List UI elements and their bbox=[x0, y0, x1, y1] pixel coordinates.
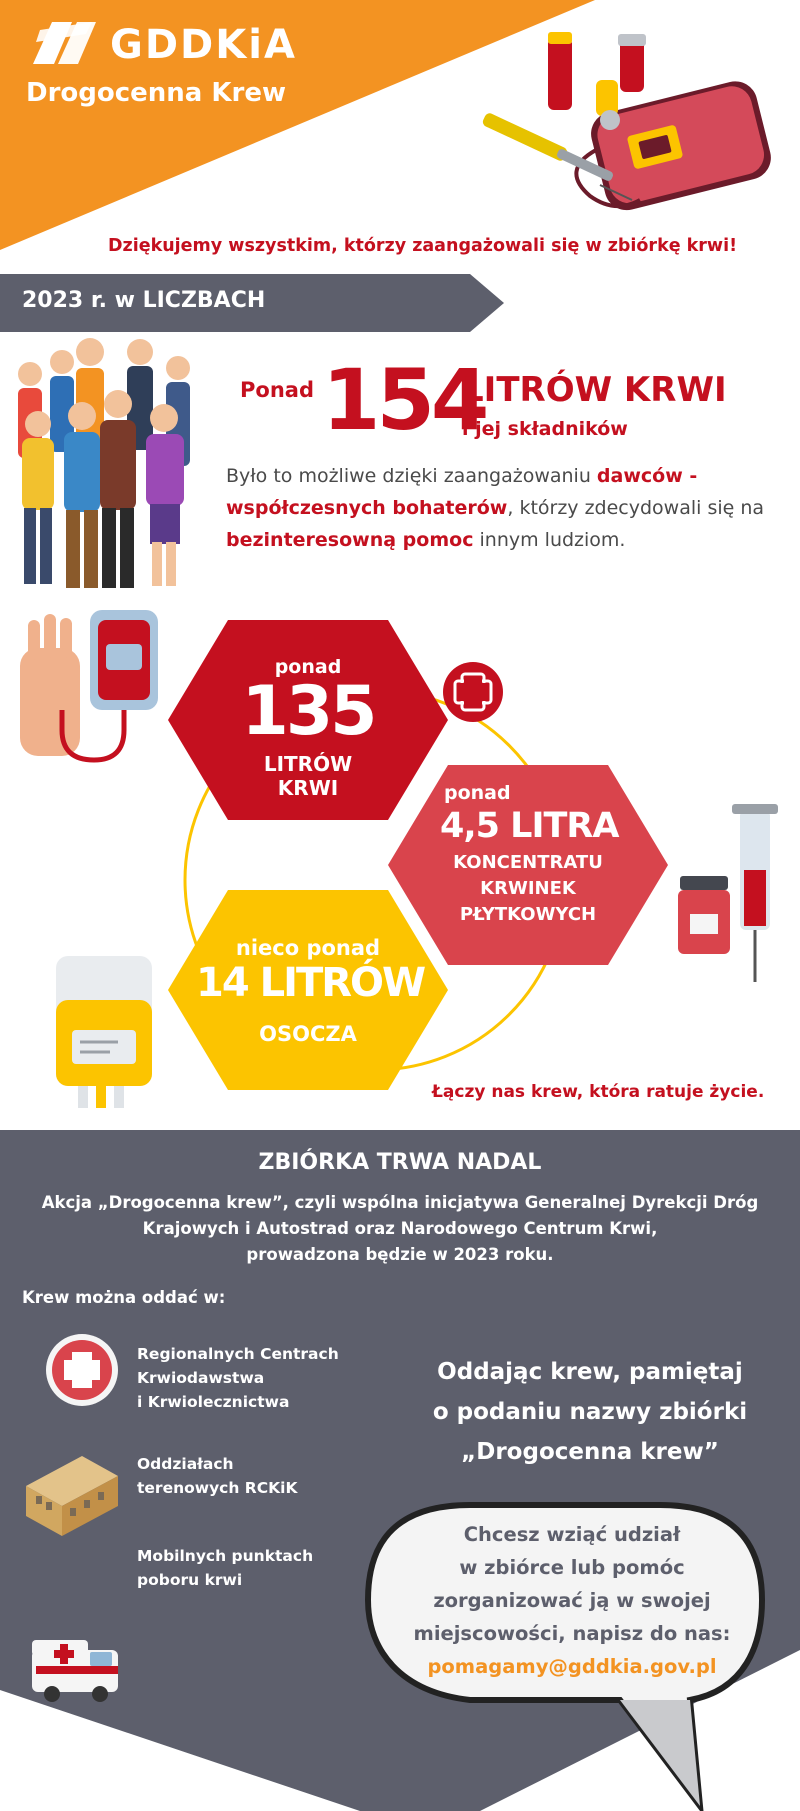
plasma-bag-icon bbox=[56, 956, 152, 1108]
blood-prefix: ponad bbox=[274, 656, 342, 678]
blood-unit-line1: LITRÓW bbox=[263, 752, 353, 776]
plasma-unit: OSOCZA bbox=[259, 1022, 357, 1046]
location-rckik: Regionalnych Centrach Krwiodawstwa i Krwiolecznictwa bbox=[137, 1345, 339, 1411]
contact-email-link[interactable]: pomagamy@gddkia.gov.pl bbox=[427, 1655, 717, 1678]
plasma-prefix: nieco ponad bbox=[235, 936, 381, 960]
tagline: Łączy nas krew, która ratuje życie. bbox=[432, 1082, 765, 1102]
total-prefix: Ponad bbox=[240, 378, 314, 402]
campaign-title: Drogocenna Krew bbox=[26, 78, 287, 108]
blood-bag-illustration-icon bbox=[481, 32, 775, 215]
medical-cross-icon bbox=[46, 1334, 118, 1406]
bubble-message: Chcesz wziąć udział w zbiórce lub pomóc zorganizować ją w swojej miejscowości, napisz do nas: pomagamy@gddkia.gov.pl bbox=[372, 1518, 772, 1683]
platelets-line1: KONCENTRATU bbox=[453, 852, 603, 873]
collection-title: ZBIÓRKA TRWA NADAL bbox=[258, 1150, 542, 1175]
remember-note: Oddając krew, pamiętaj o podaniu nazwy zbiórki „Drogocenna krew” bbox=[432, 1359, 748, 1465]
vial-syringe-icon bbox=[678, 804, 778, 982]
total-unit: LITRÓW KRWI bbox=[462, 370, 727, 410]
location-branches: Oddziałach terenowych RCKiK bbox=[137, 1455, 298, 1497]
blood-unit-line2: KRWI bbox=[277, 776, 339, 800]
platelets-value: 4,5 LITRA bbox=[440, 806, 619, 846]
brand-name: GDDKiA bbox=[110, 22, 297, 68]
donors-description: Było to możliwe dzięki zaangażowaniu dawców - współczesnych bohaterów, którzy zdecydowali się na bezinteresowną pomoc innym ludziom. bbox=[226, 465, 765, 551]
collection-description: Akcja „Drogocenna krew”, czyli wspólna inicjatywa Generalnej Dyrekcji Dróg Krajowych i Autostrad oraz Narodowego Centrum Krwi, prowadzona będzie w 2023 roku. bbox=[41, 1193, 759, 1264]
location-mobile: Mobilnych punktach poboru krwi bbox=[137, 1547, 314, 1589]
hand-blood-bag-icon bbox=[20, 610, 158, 760]
platelets-prefix: ponad bbox=[444, 782, 511, 804]
thanks-message: Dziękujemy wszystkim, którzy zaangażowali się w zbiórkę krwi! bbox=[108, 236, 738, 256]
platelets-line2: KRWINEK bbox=[480, 878, 576, 899]
donors-group-illustration-icon bbox=[0, 332, 210, 594]
year-banner-label: 2023 r. w LICZBACH bbox=[22, 288, 266, 313]
total-value: 154 bbox=[322, 351, 486, 449]
plasma-value: 14 LITRÓW bbox=[196, 960, 425, 1006]
blood-value: 135 bbox=[241, 672, 375, 751]
medical-cross-badge-icon bbox=[443, 662, 503, 722]
platelets-line3: PŁYTKOWYCH bbox=[459, 904, 597, 925]
donation-places-heading: Krew można oddać w: bbox=[22, 1288, 226, 1307]
total-suffix: i jej składników bbox=[462, 418, 628, 440]
